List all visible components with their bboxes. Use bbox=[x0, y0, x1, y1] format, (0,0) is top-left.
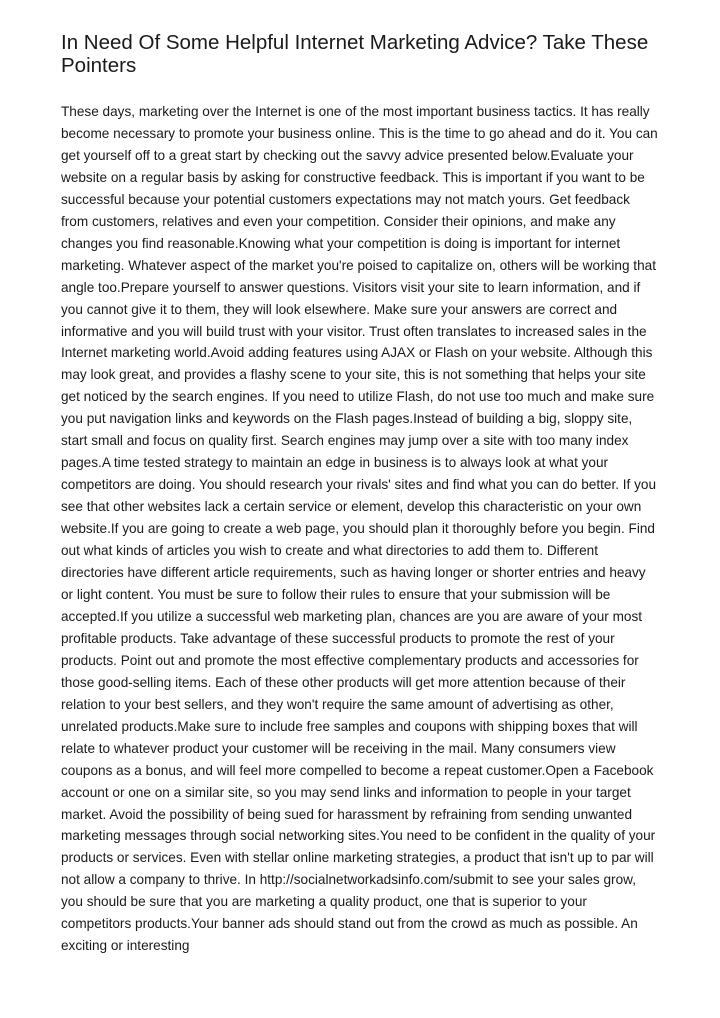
document-body-text: These days, marketing over the Internet is one of the most important business tactics. It has really become necessary to promote your business online. This is the time to go ahead and do it. You can get yourself off to a great start by checking out the savvy advice presented below.Evaluate your website on a regular basis by asking for constructive feedback. This is important if you want to be successful because your potential customers expectations may not match yours. Get feedback from customers, relatives and even your competition. Consider their opinions, and make any changes you find reasonable.Knowing what your competition is doing is important for internet marketing. Whatever aspect of the market you're poised to capitalize on, others will be working that angle too.Prepare yourself to answer questions. Visitors visit your site to learn information, and if you cannot give it to them, they will look elsewhere. Make sure your answers are correct and informative and you will build trust with your visitor. Trust often translates to increased sales in the Internet marketing world.Avoid adding features using AJAX or Flash on your website. Although this may look great, and provides a flashy scene to your site, this is not something that helps your site get noticed by the search engines. If you need to utilize Flash, do not use too much and make sure you put navigation links and keywords on the Flash pages.Instead of building a big, sloppy site, start small and focus on quality first. Search engines may jump over a site with too many index pages.A time tested strategy to maintain an edge in business is to always look at what your competitors are doing. You should research your rivals' sites and find what you can do better. If you see that other websites lack a certain service or element, develop this characteristic on your own website.If you are going to create a web page, you should plan it thoroughly before you begin. Find out what kinds of articles you wish to create and what directories to add them to. Different directories have different article requirements, such as having longer or shorter entries and heavy or light content. You must be sure to follow their rules to ensure that your submission will be accepted.If you utilize a successful web marketing plan, chances are you are aware of your most profitable products. Take advantage of these successful products to promote the rest of your products. Point out and promote the most effective complementary products and accessories for those good-selling items. Each of these other products will get more attention because of their relation to your best sellers, and they won't require the same amount of advertising as other, unrelated products.Make sure to include free samples and coupons with shipping boxes that will relate to whatever product your customer will be receiving in the mail. Many consumers view coupons as a bonus, and will feel more compelled to become a repeat customer.Open a Facebook account or one on a similar site, so you may send links and information to people in your target market. Avoid the possibility of being sued for harassment by refraining from sending unwanted marketing messages through social networking sites.You need to be confident in the quality of your products or services. Even with stellar online marketing strategies, a product that isn't up to par will not allow a company to thrive. In http://socialnetworkadsinfo.com/submit to see your sales grow, you should be sure that you are marketing a quality product, one that is superior to your competitors products.Your banner ads should stand out from the crowd as much as possible. An exciting or interesting bbox=[61, 104, 658, 954]
document-title: In Need Of Some Helpful Internet Marketing Advice? Take These Pointers bbox=[61, 31, 649, 77]
